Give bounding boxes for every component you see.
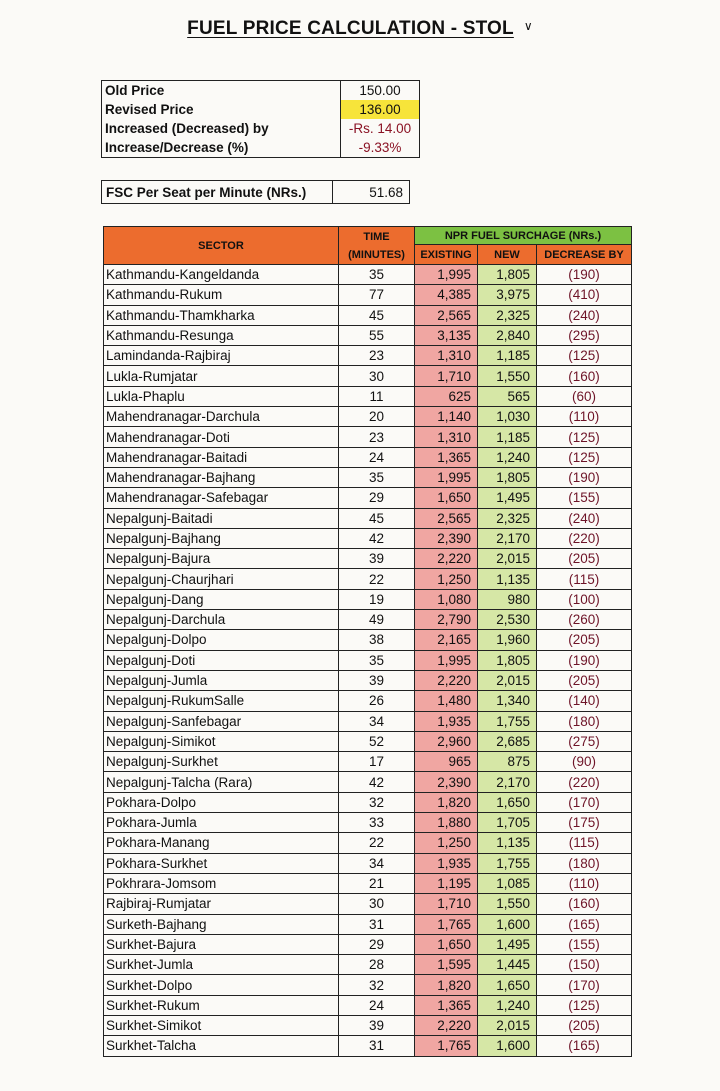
existing-cell: 2,790 bbox=[415, 610, 478, 630]
summary-row-revised-price bbox=[102, 100, 420, 119]
new-cell: 3,975 bbox=[478, 285, 537, 305]
time-cell: 52 bbox=[339, 731, 415, 751]
table-row bbox=[104, 386, 632, 406]
decrease-cell: (220) bbox=[537, 772, 632, 792]
new-cell: 2,685 bbox=[478, 731, 537, 751]
existing-cell: 1,310 bbox=[415, 427, 478, 447]
sector-cell: Nepalgunj-Chaurjhari bbox=[104, 569, 339, 589]
new-cell: 1,340 bbox=[478, 691, 537, 711]
fsc-label: FSC Per Seat per Minute (NRs.) bbox=[102, 181, 333, 204]
sector-cell: Nepalgunj-Bajhang bbox=[104, 528, 339, 548]
time-cell: 17 bbox=[339, 752, 415, 772]
time-cell: 45 bbox=[339, 508, 415, 528]
sector-cell: Nepalgunj-Jumla bbox=[104, 670, 339, 690]
time-cell: 26 bbox=[339, 691, 415, 711]
sector-cell: Nepalgunj-Simikot bbox=[104, 731, 339, 751]
summary-row-old-price bbox=[102, 81, 420, 101]
existing-cell: 1,710 bbox=[415, 366, 478, 386]
sector-cell: Lukla-Phaplu bbox=[104, 386, 339, 406]
time-cell: 21 bbox=[339, 873, 415, 893]
decrease-cell: (170) bbox=[537, 792, 632, 812]
sector-cell: Pokhara-Jumla bbox=[104, 813, 339, 833]
time-cell: 45 bbox=[339, 305, 415, 325]
existing-cell: 1,195 bbox=[415, 873, 478, 893]
existing-cell: 1,765 bbox=[415, 914, 478, 934]
existing-cell: 4,385 bbox=[415, 285, 478, 305]
existing-cell: 2,565 bbox=[415, 305, 478, 325]
time-cell: 32 bbox=[339, 792, 415, 812]
sector-cell: Surketh-Bajhang bbox=[104, 914, 339, 934]
new-cell: 1,960 bbox=[478, 630, 537, 650]
title-text: FUEL PRICE CALCULATION - STOL bbox=[187, 18, 514, 39]
time-cell: 32 bbox=[339, 975, 415, 995]
summary-value: -9.33% bbox=[341, 138, 420, 158]
sector-cell: Nepalgunj-Dolpo bbox=[104, 630, 339, 650]
table-row bbox=[104, 650, 632, 670]
sector-cell: Pokhara-Manang bbox=[104, 833, 339, 853]
table-row bbox=[104, 853, 632, 873]
table-row bbox=[104, 731, 632, 751]
new-cell: 1,240 bbox=[478, 995, 537, 1015]
sector-cell: Surkhet-Rukum bbox=[104, 995, 339, 1015]
existing-cell: 1,935 bbox=[415, 711, 478, 731]
new-cell: 2,170 bbox=[478, 772, 537, 792]
new-cell: 2,015 bbox=[478, 1015, 537, 1035]
sector-cell: Surkhet-Simikot bbox=[104, 1015, 339, 1035]
sector-cell: Nepalgunj-Darchula bbox=[104, 610, 339, 630]
sector-cell: Kathmandu-Kangeldanda bbox=[104, 265, 339, 285]
time-cell: 24 bbox=[339, 447, 415, 467]
decrease-cell: (180) bbox=[537, 711, 632, 731]
existing-cell: 1,310 bbox=[415, 346, 478, 366]
decrease-cell: (175) bbox=[537, 813, 632, 833]
sector-cell: Kathmandu-Thamkharka bbox=[104, 305, 339, 325]
summary-label: Revised Price bbox=[102, 100, 341, 119]
existing-cell: 965 bbox=[415, 752, 478, 772]
sector-cell: Pokhrara-Jomsom bbox=[104, 873, 339, 893]
table-row bbox=[104, 934, 632, 954]
time-cell: 31 bbox=[339, 914, 415, 934]
time-cell: 42 bbox=[339, 528, 415, 548]
existing-cell: 1,365 bbox=[415, 995, 478, 1015]
decrease-cell: (165) bbox=[537, 914, 632, 934]
table-row bbox=[104, 894, 632, 914]
decrease-cell: (60) bbox=[537, 386, 632, 406]
sector-cell: Surkhet-Bajura bbox=[104, 934, 339, 954]
sector-cell: Nepalgunj-Baitadi bbox=[104, 508, 339, 528]
new-cell: 2,840 bbox=[478, 325, 537, 345]
new-cell: 875 bbox=[478, 752, 537, 772]
sector-cell: Nepalgunj-Talcha (Rara) bbox=[104, 772, 339, 792]
new-cell: 2,170 bbox=[478, 528, 537, 548]
time-cell: 35 bbox=[339, 650, 415, 670]
decrease-cell: (110) bbox=[537, 873, 632, 893]
existing-cell: 1,995 bbox=[415, 467, 478, 487]
table-row bbox=[104, 833, 632, 853]
time-cell: 35 bbox=[339, 265, 415, 285]
decrease-cell: (190) bbox=[537, 265, 632, 285]
decrease-cell: (115) bbox=[537, 833, 632, 853]
existing-cell: 2,390 bbox=[415, 528, 478, 548]
new-cell: 2,325 bbox=[478, 508, 537, 528]
time-cell: 30 bbox=[339, 894, 415, 914]
time-cell: 20 bbox=[339, 407, 415, 427]
existing-cell: 3,135 bbox=[415, 325, 478, 345]
table-row bbox=[104, 873, 632, 893]
decrease-cell: (100) bbox=[537, 589, 632, 609]
summary-value: -Rs. 14.00 bbox=[341, 119, 420, 138]
decrease-cell: (240) bbox=[537, 508, 632, 528]
new-cell: 2,015 bbox=[478, 670, 537, 690]
col-header-sector: SECTOR bbox=[104, 227, 339, 265]
new-cell: 1,550 bbox=[478, 366, 537, 386]
table-row bbox=[104, 508, 632, 528]
fsc-row bbox=[102, 181, 410, 204]
col-header-group: NPR FUEL SURCHAGE (NRs.) bbox=[415, 227, 632, 245]
summary-label: Increase/Decrease (%) bbox=[102, 138, 341, 158]
decrease-cell: (90) bbox=[537, 752, 632, 772]
decrease-cell: (205) bbox=[537, 630, 632, 650]
sector-cell: Nepalgunj-Sanfebagar bbox=[104, 711, 339, 731]
decrease-cell: (220) bbox=[537, 528, 632, 548]
time-cell: 34 bbox=[339, 853, 415, 873]
table-row bbox=[104, 265, 632, 285]
sector-cell: Pokhara-Surkhet bbox=[104, 853, 339, 873]
existing-cell: 1,820 bbox=[415, 792, 478, 812]
new-cell: 2,530 bbox=[478, 610, 537, 630]
surcharge-table bbox=[103, 226, 632, 1057]
decrease-cell: (155) bbox=[537, 934, 632, 954]
existing-cell: 2,220 bbox=[415, 1015, 478, 1035]
table-row bbox=[104, 366, 632, 386]
sector-cell: Nepalgunj-Bajura bbox=[104, 549, 339, 569]
summary-value: 150.00 bbox=[341, 81, 420, 101]
table-row bbox=[104, 589, 632, 609]
decrease-cell: (180) bbox=[537, 853, 632, 873]
time-cell: 28 bbox=[339, 955, 415, 975]
time-cell: 55 bbox=[339, 325, 415, 345]
decrease-cell: (150) bbox=[537, 955, 632, 975]
price-summary-table bbox=[101, 80, 420, 158]
sector-cell: Mahendranagar-Safebagar bbox=[104, 488, 339, 508]
new-cell: 1,600 bbox=[478, 914, 537, 934]
table-row bbox=[104, 346, 632, 366]
decrease-cell: (190) bbox=[537, 650, 632, 670]
new-cell: 1,805 bbox=[478, 650, 537, 670]
new-cell: 565 bbox=[478, 386, 537, 406]
time-cell: 38 bbox=[339, 630, 415, 650]
table-row bbox=[104, 752, 632, 772]
table-row bbox=[104, 467, 632, 487]
new-cell: 1,805 bbox=[478, 265, 537, 285]
existing-cell: 2,220 bbox=[415, 670, 478, 690]
table-row bbox=[104, 691, 632, 711]
decrease-cell: (170) bbox=[537, 975, 632, 995]
new-cell: 1,650 bbox=[478, 792, 537, 812]
decrease-cell: (140) bbox=[537, 691, 632, 711]
existing-cell: 625 bbox=[415, 386, 478, 406]
time-cell: 19 bbox=[339, 589, 415, 609]
existing-cell: 1,820 bbox=[415, 975, 478, 995]
summary-label: Increased (Decreased) by bbox=[102, 119, 341, 138]
new-cell: 1,445 bbox=[478, 955, 537, 975]
time-cell: 29 bbox=[339, 934, 415, 954]
col-header-decrease: DECREASE BY bbox=[537, 245, 632, 265]
existing-cell: 1,080 bbox=[415, 589, 478, 609]
new-cell: 1,185 bbox=[478, 427, 537, 447]
decrease-cell: (410) bbox=[537, 285, 632, 305]
existing-cell: 2,165 bbox=[415, 630, 478, 650]
sector-cell: Mahendranagar-Doti bbox=[104, 427, 339, 447]
table-row bbox=[104, 569, 632, 589]
table-row bbox=[104, 975, 632, 995]
table-row bbox=[104, 528, 632, 548]
new-cell: 1,755 bbox=[478, 711, 537, 731]
new-cell: 1,705 bbox=[478, 813, 537, 833]
new-cell: 1,755 bbox=[478, 853, 537, 873]
sector-cell: Surkhet-Dolpo bbox=[104, 975, 339, 995]
decrease-cell: (165) bbox=[537, 1036, 632, 1056]
table-row bbox=[104, 325, 632, 345]
sector-cell: Surkhet-Jumla bbox=[104, 955, 339, 975]
sector-cell: Nepalgunj-RukumSalle bbox=[104, 691, 339, 711]
chevron-down-icon[interactable]: ∨ bbox=[523, 19, 533, 33]
header-row bbox=[104, 227, 632, 245]
summary-value-highlighted: 136.00 bbox=[341, 100, 420, 119]
existing-cell: 1,365 bbox=[415, 447, 478, 467]
decrease-cell: (125) bbox=[537, 427, 632, 447]
existing-cell: 1,650 bbox=[415, 488, 478, 508]
existing-cell: 1,595 bbox=[415, 955, 478, 975]
time-cell: 42 bbox=[339, 772, 415, 792]
decrease-cell: (275) bbox=[537, 731, 632, 751]
decrease-cell: (295) bbox=[537, 325, 632, 345]
existing-cell: 1,250 bbox=[415, 833, 478, 853]
time-cell: 29 bbox=[339, 488, 415, 508]
time-cell: 39 bbox=[339, 1015, 415, 1035]
decrease-cell: (160) bbox=[537, 894, 632, 914]
time-cell: 39 bbox=[339, 670, 415, 690]
table-row bbox=[104, 711, 632, 731]
decrease-cell: (160) bbox=[537, 366, 632, 386]
decrease-cell: (125) bbox=[537, 447, 632, 467]
decrease-cell: (125) bbox=[537, 995, 632, 1015]
time-cell: 22 bbox=[339, 833, 415, 853]
time-cell: 23 bbox=[339, 427, 415, 447]
sector-cell: Mahendranagar-Bajhang bbox=[104, 467, 339, 487]
table-row bbox=[104, 549, 632, 569]
decrease-cell: (260) bbox=[537, 610, 632, 630]
table-row bbox=[104, 772, 632, 792]
new-cell: 1,030 bbox=[478, 407, 537, 427]
time-cell: 11 bbox=[339, 386, 415, 406]
existing-cell: 2,220 bbox=[415, 549, 478, 569]
new-cell: 1,550 bbox=[478, 894, 537, 914]
table-row bbox=[104, 285, 632, 305]
existing-cell: 1,480 bbox=[415, 691, 478, 711]
sector-cell: Pokhara-Dolpo bbox=[104, 792, 339, 812]
sector-cell: Nepalgunj-Dang bbox=[104, 589, 339, 609]
decrease-cell: (205) bbox=[537, 670, 632, 690]
existing-cell: 2,960 bbox=[415, 731, 478, 751]
sector-cell: Mahendranagar-Darchula bbox=[104, 407, 339, 427]
table-row bbox=[104, 1036, 632, 1056]
time-cell: 23 bbox=[339, 346, 415, 366]
sector-cell: Lukla-Rumjatar bbox=[104, 366, 339, 386]
existing-cell: 1,250 bbox=[415, 569, 478, 589]
time-cell: 34 bbox=[339, 711, 415, 731]
existing-cell: 1,765 bbox=[415, 1036, 478, 1056]
existing-cell: 1,935 bbox=[415, 853, 478, 873]
time-cell: 31 bbox=[339, 1036, 415, 1056]
time-cell: 35 bbox=[339, 467, 415, 487]
table-row bbox=[104, 427, 632, 447]
new-cell: 980 bbox=[478, 589, 537, 609]
sector-cell: Rajbiraj-Rumjatar bbox=[104, 894, 339, 914]
table-row bbox=[104, 407, 632, 427]
existing-cell: 1,650 bbox=[415, 934, 478, 954]
new-cell: 1,495 bbox=[478, 488, 537, 508]
sector-cell: Nepalgunj-Surkhet bbox=[104, 752, 339, 772]
page-title bbox=[0, 18, 720, 40]
sector-cell: Lamindanda-Rajbiraj bbox=[104, 346, 339, 366]
sector-cell: Kathmandu-Rukum bbox=[104, 285, 339, 305]
new-cell: 1,185 bbox=[478, 346, 537, 366]
fsc-value: 51.68 bbox=[333, 181, 410, 204]
existing-cell: 1,710 bbox=[415, 894, 478, 914]
existing-cell: 1,995 bbox=[415, 650, 478, 670]
sector-cell: Nepalgunj-Doti bbox=[104, 650, 339, 670]
decrease-cell: (190) bbox=[537, 467, 632, 487]
summary-row-change-percent bbox=[102, 138, 420, 158]
table-row bbox=[104, 670, 632, 690]
time-cell: 33 bbox=[339, 813, 415, 833]
time-cell: 77 bbox=[339, 285, 415, 305]
new-cell: 1,495 bbox=[478, 934, 537, 954]
time-cell: 30 bbox=[339, 366, 415, 386]
col-header-new: NEW bbox=[478, 245, 537, 265]
decrease-cell: (125) bbox=[537, 346, 632, 366]
time-cell: 22 bbox=[339, 569, 415, 589]
sector-cell: Kathmandu-Resunga bbox=[104, 325, 339, 345]
table-row bbox=[104, 792, 632, 812]
new-cell: 1,240 bbox=[478, 447, 537, 467]
table-row bbox=[104, 305, 632, 325]
decrease-cell: (115) bbox=[537, 569, 632, 589]
table-row bbox=[104, 995, 632, 1015]
table-row bbox=[104, 447, 632, 467]
sector-cell: Surkhet-Talcha bbox=[104, 1036, 339, 1056]
existing-cell: 1,880 bbox=[415, 813, 478, 833]
new-cell: 2,325 bbox=[478, 305, 537, 325]
new-cell: 1,085 bbox=[478, 873, 537, 893]
decrease-cell: (155) bbox=[537, 488, 632, 508]
decrease-cell: (205) bbox=[537, 1015, 632, 1035]
new-cell: 1,135 bbox=[478, 569, 537, 589]
table-row bbox=[104, 914, 632, 934]
summary-row-change-amount bbox=[102, 119, 420, 138]
table-row bbox=[104, 813, 632, 833]
new-cell: 1,135 bbox=[478, 833, 537, 853]
decrease-cell: (110) bbox=[537, 407, 632, 427]
new-cell: 1,805 bbox=[478, 467, 537, 487]
new-cell: 1,650 bbox=[478, 975, 537, 995]
new-cell: 2,015 bbox=[478, 549, 537, 569]
col-header-existing: EXISTING bbox=[415, 245, 478, 265]
table-row bbox=[104, 610, 632, 630]
decrease-cell: (205) bbox=[537, 549, 632, 569]
table-row bbox=[104, 488, 632, 508]
summary-label: Old Price bbox=[102, 81, 341, 101]
existing-cell: 2,565 bbox=[415, 508, 478, 528]
decrease-cell: (240) bbox=[537, 305, 632, 325]
time-cell: 39 bbox=[339, 549, 415, 569]
existing-cell: 1,140 bbox=[415, 407, 478, 427]
col-header-time: TIME (MINUTES) bbox=[339, 227, 415, 265]
existing-cell: 1,995 bbox=[415, 265, 478, 285]
sector-cell: Mahendranagar-Baitadi bbox=[104, 447, 339, 467]
time-cell: 49 bbox=[339, 610, 415, 630]
table-row bbox=[104, 1015, 632, 1035]
existing-cell: 2,390 bbox=[415, 772, 478, 792]
table-row bbox=[104, 630, 632, 650]
table-row bbox=[104, 955, 632, 975]
time-cell: 24 bbox=[339, 995, 415, 1015]
fsc-table bbox=[101, 180, 410, 204]
new-cell: 1,600 bbox=[478, 1036, 537, 1056]
